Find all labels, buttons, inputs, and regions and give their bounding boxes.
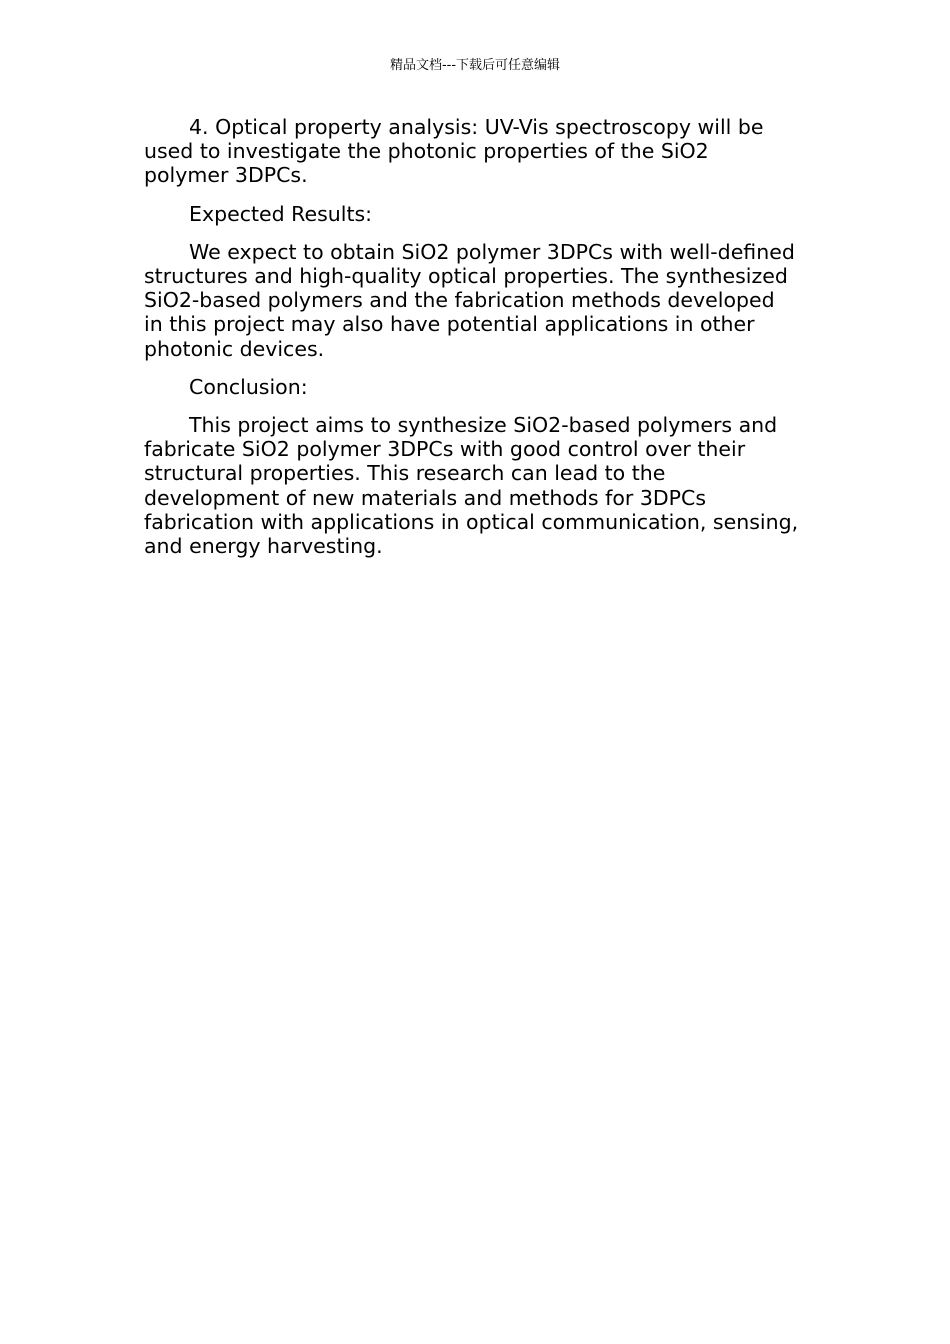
paragraph-expected-results: We expect to obtain SiO2 polymer 3DPCs with well-defined structures and high-quality optical properties. The synthesized SiO2-based polymers and the fabrication methods developed in this project may also have potential applications in other photonic devices. <box>144 239 795 361</box>
document-body <box>144 115 814 572</box>
heading-expected-results: Expected Results: <box>189 201 373 226</box>
paragraph-optical-analysis: 4. Optical property analysis: UV-Vis spectroscopy will be used to investigate the photonic properties of the SiO2 polymer 3DPCs. <box>144 115 764 188</box>
paragraph-conclusion: This project aims to synthesize SiO2-based polymers and fabricate SiO2 polymer 3DPCs with good control over their structural properties. This research can lead to the development of new materials and methods for 3DPCs fabrication with applications in optical communication, sensing, and energy harvesting. <box>144 413 799 559</box>
page-header: 精品文档---下载后可任意编辑 <box>389 58 561 73</box>
heading-conclusion: Conclusion: <box>189 374 308 399</box>
